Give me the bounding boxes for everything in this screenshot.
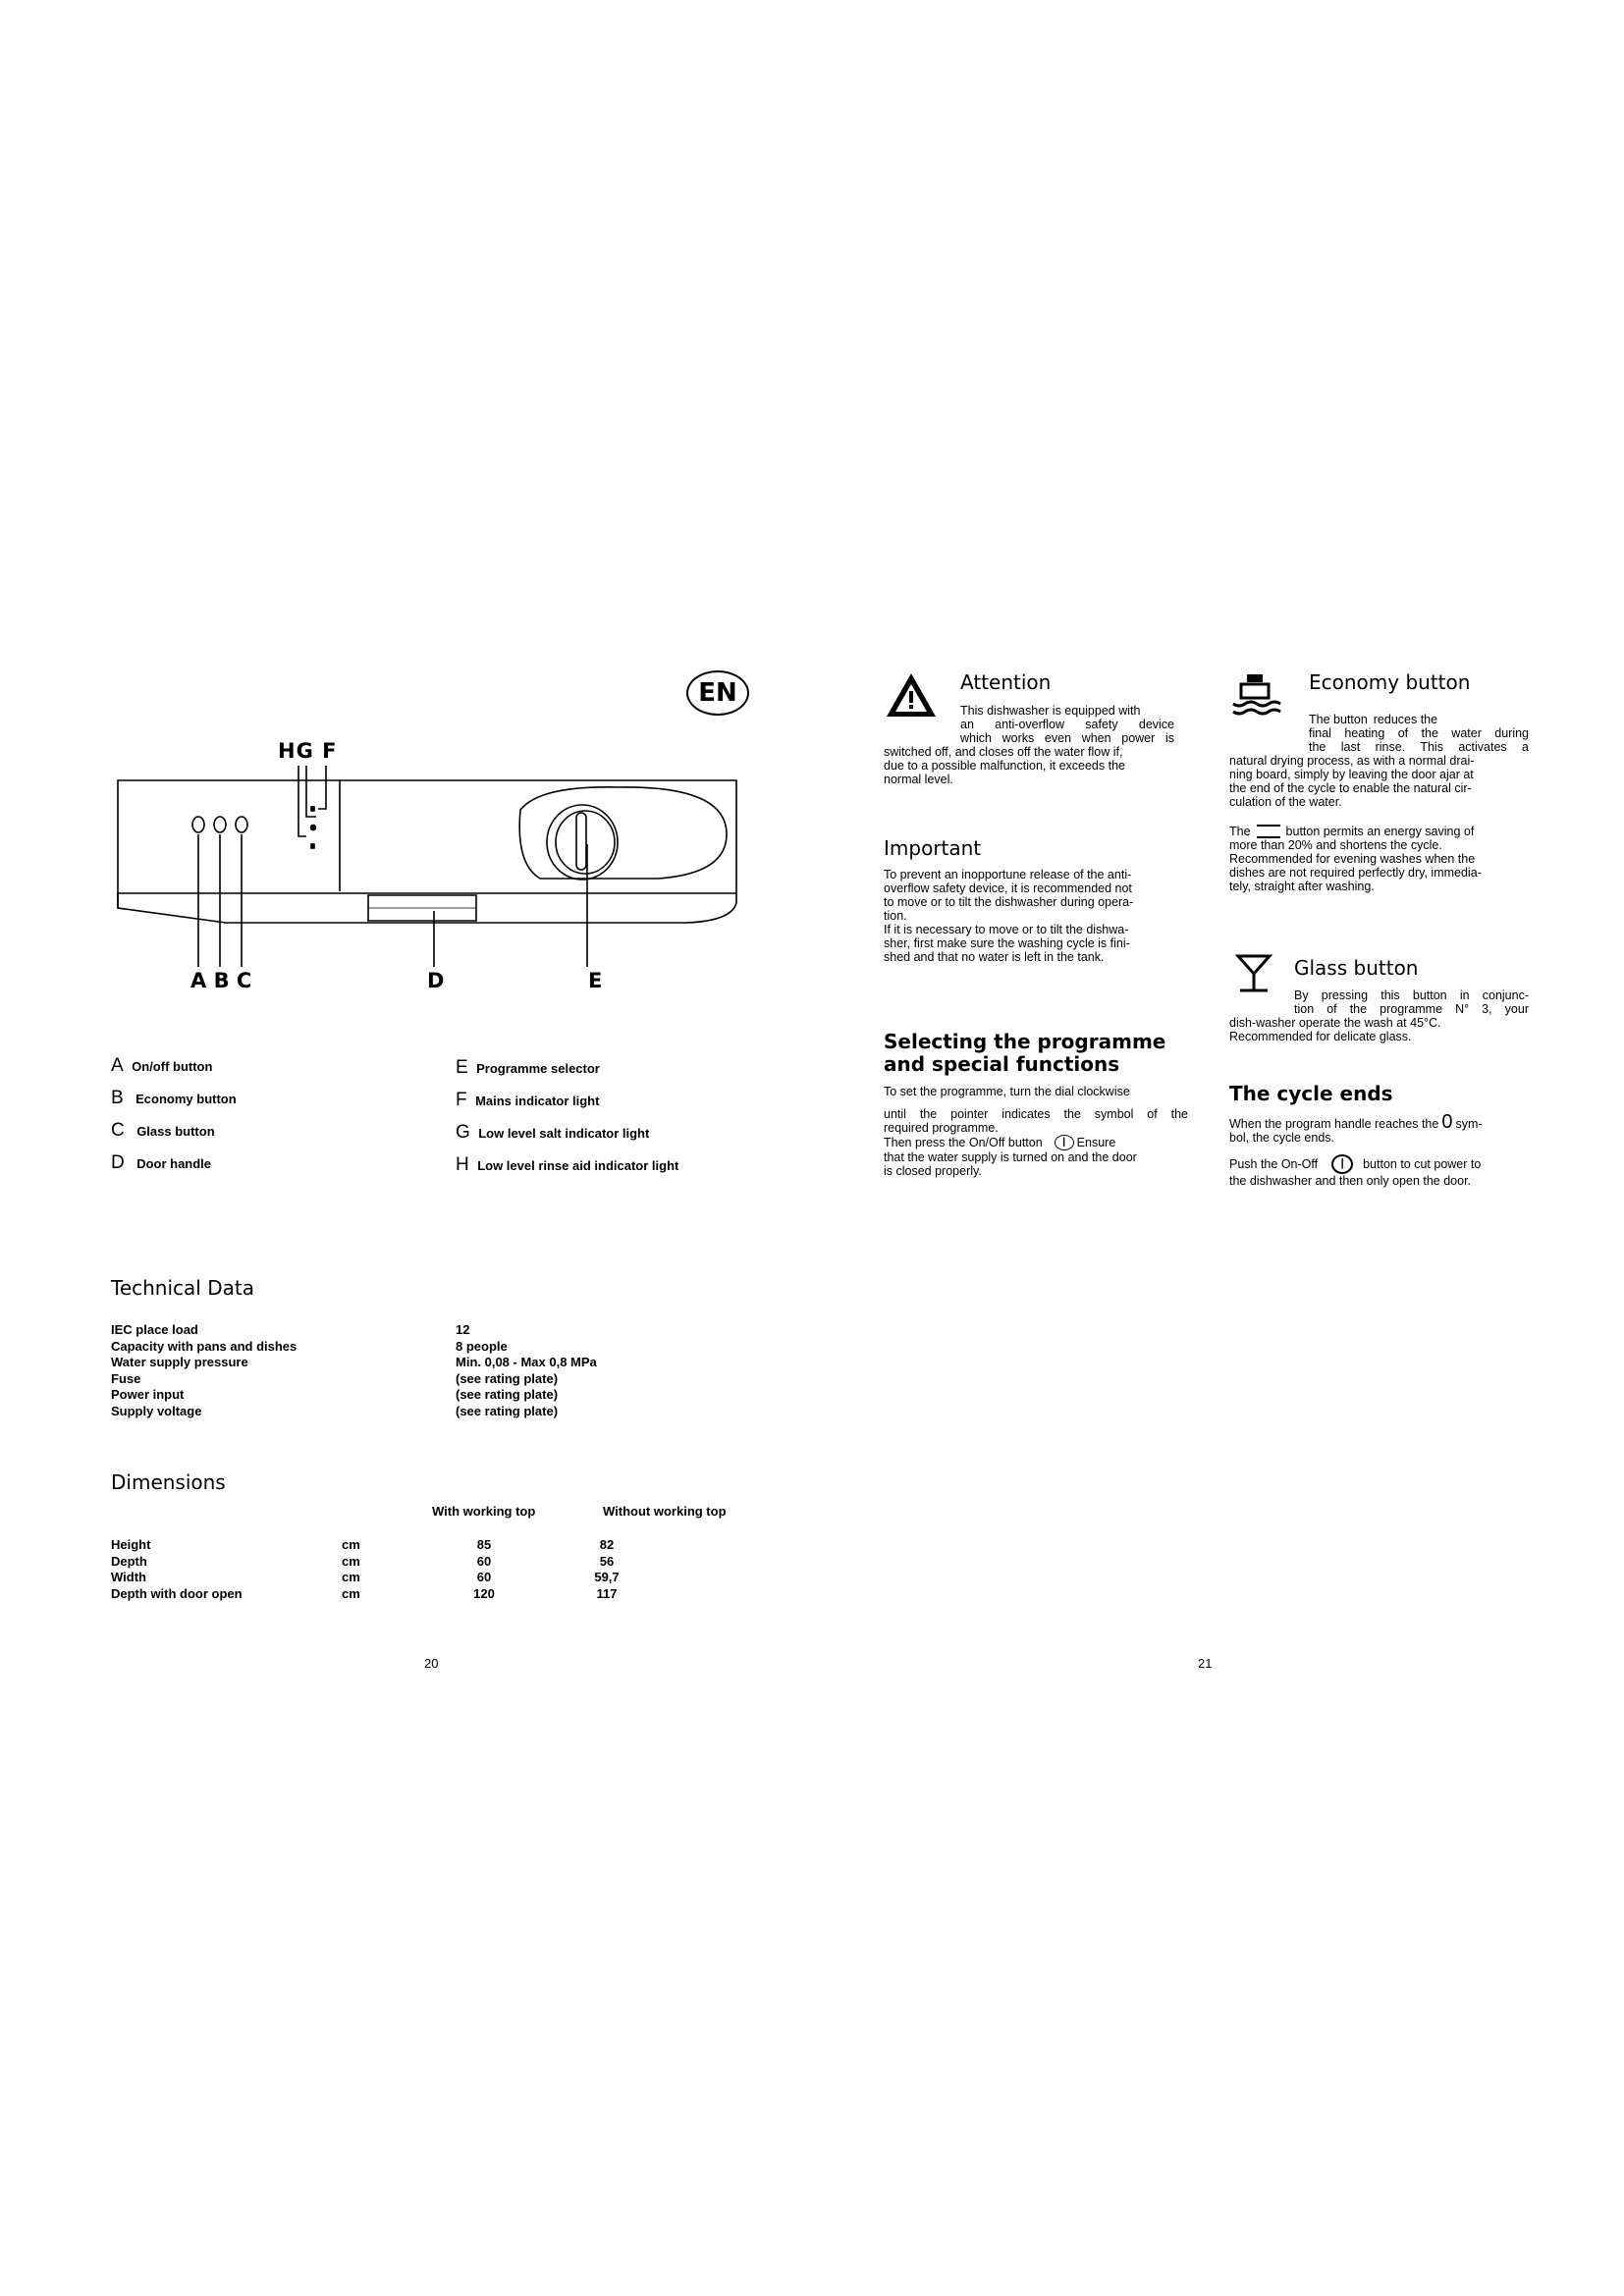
table-row: Depth with door open cm 120 117 xyxy=(111,1585,618,1601)
legend-item: A On/off button xyxy=(111,1055,213,1076)
legend-item: H Low level rinse aid indicator light xyxy=(456,1154,679,1175)
important-text: To prevent an inopportune release of the anti- overflow safety device, it is recommended not to move or to tilt the dishwasher during opera- tion. If it is necessary to move or to tilt the dishwa- sher, first make sure the washing cycle is fini- shed and that no water is left in the tank. xyxy=(884,868,1134,964)
table-row: Height cm 85 82 xyxy=(111,1537,615,1552)
page-number-right: 21 xyxy=(1198,1656,1213,1671)
legend-left xyxy=(111,1055,237,1185)
important-title: Important xyxy=(884,836,982,860)
selecting-title: Selecting the programme and special functions xyxy=(884,1030,1166,1076)
attention-line: which works even when power is xyxy=(960,731,1174,745)
dimensions-table xyxy=(111,1537,666,1602)
language-badge-text: EN xyxy=(698,678,737,708)
legend-item: D Door handle xyxy=(111,1152,212,1173)
economy-text: The button reduces the final heating of the water during the last rinse. This activates a natural drying process, as with a normal drai- ning board, simply by leaving the door ajar at the end of the cycle to enable the natural cir- culation of the water. The button permits an energy saving of more than 20% and shortens the cycle. Recommended for evening washes when the dishes are not required perfectly dry, immedia- tely, straight after washing. xyxy=(1229,713,1529,893)
table-row: Fuse (see rating plate) xyxy=(111,1370,559,1386)
table-row: IEC place load 12 xyxy=(111,1322,470,1337)
dimensions-col-with: With working top xyxy=(432,1504,536,1519)
attention-line: due to a possible malfunction, it exceeds the xyxy=(884,759,1125,773)
selecting-text: To set the programme, turn the dial clockwise until the pointer indicates the symbol of the required programme. Then press the On/Off button | Ensure that the water supply is turned on and the door is closed properly. xyxy=(884,1085,1188,1178)
glass-text: By pressing this button in conjunc- tion of the programme N° 3, your dish-washer operate the wash at 45°C. Recommended for delicate glass. xyxy=(1229,988,1529,1043)
attention-line: normal level. xyxy=(884,773,953,786)
cycle-ends-title: The cycle ends xyxy=(1229,1082,1393,1105)
legend-item: E Programme selector xyxy=(456,1057,600,1078)
attention-line: This dishwasher is equipped with xyxy=(960,704,1141,718)
diagram-label-d: D xyxy=(427,969,445,992)
table-row: Capacity with pans and dishes 8 people xyxy=(111,1338,508,1354)
attention-text xyxy=(884,704,1174,786)
control-panel-diagram xyxy=(108,766,756,991)
table-row: Width cm 60 59,7 xyxy=(111,1570,620,1584)
attention-title: Attention xyxy=(960,670,1052,694)
economy-title: Economy button xyxy=(1309,670,1471,694)
diagram-label-abc: A B C xyxy=(190,969,252,992)
table-row: Power input (see rating plate) xyxy=(111,1387,559,1402)
table-row: Water supply pressure Min. 0,08 - Max 0,8 MPa xyxy=(111,1355,597,1369)
language-badge xyxy=(686,670,749,716)
legend-item: G Low level salt indicator light xyxy=(456,1122,650,1143)
cycle-ends-text: When the program handle reaches the 0 sym- bol, the cycle ends. Push the On-Off | button to cut power to the dishwasher and then only open the door. xyxy=(1229,1111,1483,1188)
glass-title: Glass button xyxy=(1294,956,1419,980)
dimensions-title: Dimensions xyxy=(111,1470,226,1494)
attention-line: switched off, and closes off the water flow if, xyxy=(884,745,1123,759)
legend-item: B Economy button xyxy=(111,1088,237,1108)
power-button-icon: | xyxy=(1055,1135,1074,1150)
legend-right xyxy=(456,1057,678,1187)
dimensions-col-without: Without working top xyxy=(603,1504,727,1519)
power-button-icon: | xyxy=(1331,1154,1353,1174)
legend-item: C Glass button xyxy=(111,1120,215,1141)
diagram-top-labels: HG F xyxy=(278,739,338,763)
page-number-left: 20 xyxy=(424,1656,439,1671)
table-row: Supply voltage (see rating plate) xyxy=(111,1403,559,1418)
technical-data-table xyxy=(111,1322,597,1419)
legend-item: F Mains indicator light xyxy=(456,1090,600,1110)
diagram-label-e: E xyxy=(588,969,603,992)
technical-data-title: Technical Data xyxy=(111,1276,254,1300)
attention-line: an anti-overflow safety device xyxy=(960,718,1174,731)
economy-icon xyxy=(1257,825,1280,838)
table-row: Depth cm 60 56 xyxy=(111,1553,615,1569)
